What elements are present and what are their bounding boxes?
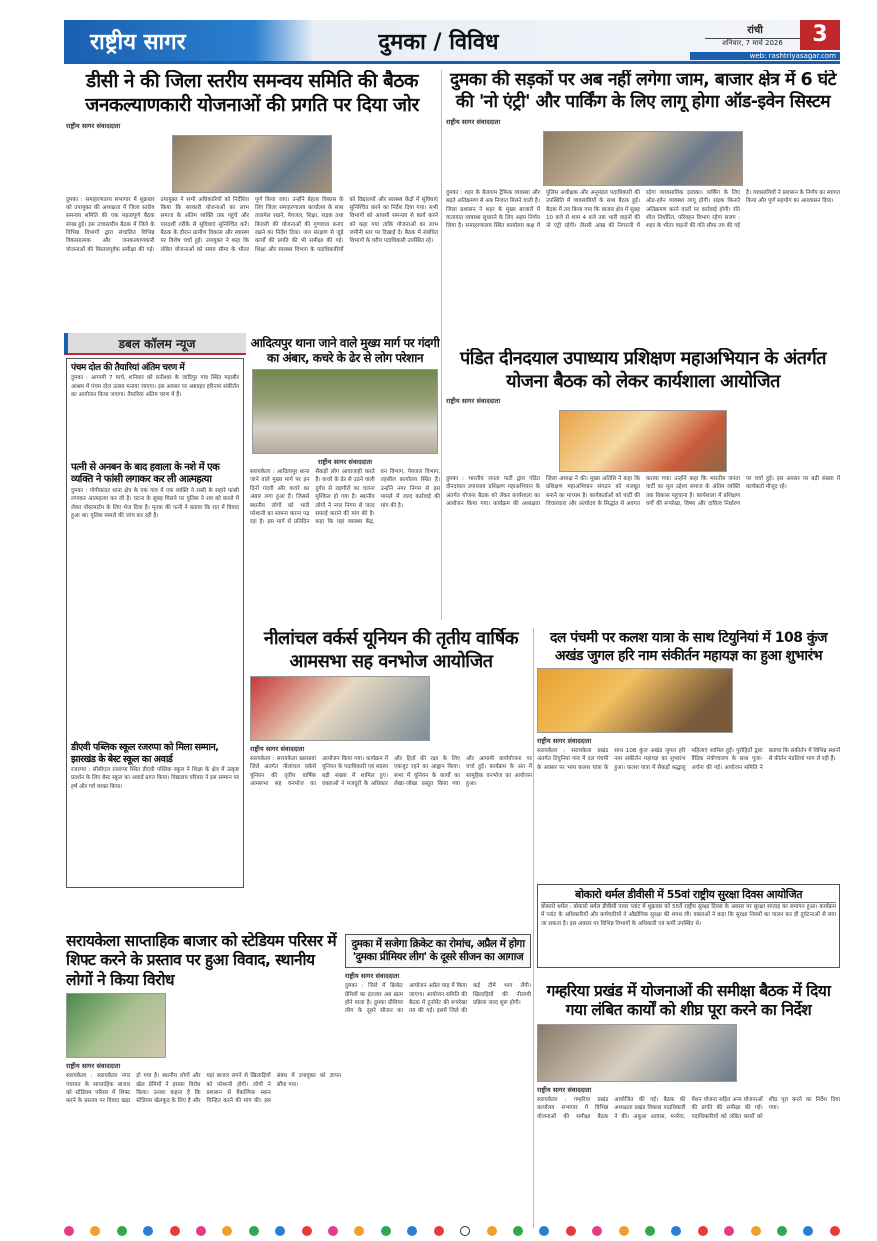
byline: राष्ट्रीय सागर संवाददाता (66, 1062, 121, 1071)
byline: राष्ट्रीय सागर संवाददाता (446, 117, 501, 126)
footer-dot (830, 1226, 840, 1236)
brief-headline: पंचम दोल की तैयारियां अंतिम चरण में (71, 363, 185, 373)
footer-dot (619, 1226, 629, 1236)
brief-headline: डीएवी पब्लिक स्कूल रजरप्पा को मिला सम्मान, झारखंड के बेस्ट स्कूल का अवार्ड (71, 742, 219, 765)
headline: पंडित दीनदयाल उपाध्याय प्रशिक्षण महाअभियान के अंतर्गत योजना बैठक को लेकर कार्यशाला आयोजित (460, 348, 826, 392)
footer-dot (671, 1226, 681, 1236)
headline: डीसी ने की जिला स्तरीय समन्वय समिति की बैठक जनकल्याणकारी योजनाओं की प्रगति पर दिया जोर (85, 70, 419, 116)
article-body: सरायकेला : गम्हरिया प्रखंड कार्यालय सभागार में विभिन्न योजनाओं की समीक्षा बैठक आयोजित की गई। बैठक की अध्यक्षता प्रखंड विकास पदाधिकारी ने की। अबुआ आवास, मनरेगा, पेंशन योजना सहित अन्य योजनाओं की प्रगति की समीक्षा की गई। पदाधिकारियों को लंबित कार्यों को शीघ्र पूरा करने का निर्देश दिया गया। (537, 1096, 840, 1120)
article (446, 70, 840, 340)
footer-dot (302, 1226, 312, 1236)
article-body: दुमका : समाहरणालय सभागार में शुक्रवार को उपायुक्त की अध्यक्षता में जिला स्तरीय समन्वय समिति की एक महत्वपूर्ण बैठक संपन्न हुई। इस उच्चस्तरीय बैठक में जिले के विभिन्न विभागों द्वारा संचालित विभिन्न विकासात्मक और जनकल्याणकारी योजनाओं की विस्तारपूर्वक समीक्षा की गई। उपायुक्त ने सभी अधिकारियों को निर्देशित किया कि सरकारी योजनाओं का लाभ समाज के अंतिम व्यक्ति तक पहुंचे और पारदर्शी तरीके से सुविधाएं सुनिश्चित करें। बैठक के दौरान ग्रामीण विकास और स्वास्थ्य पर विशेष चर्चा हुई। उपायुक्त ने कहा कि लंबित योजनाओं को समय सीमा के भीतर पूर्ण किया जाए। उन्होंने बेहतर विकास के लिए जिला समाहरणालय कार्यालय के साथ तालमेल रखने, पेयजल, शिक्षा, सड़क तथा बिजली की योजनाओं की गुणवत्ता बनाए रखने का निर्देश दिया। जल संरक्षण से जुड़े कार्यों की प्रगति की भी समीक्षा की गई। शिक्षा और स्वास्थ्य विभाग के पदाधिकारियों को विद्यालयों और स्वास्थ्य केंद्रों में सुविधाएं सुनिश्चित करने का निर्देश दिया गया। सभी विभागों को आपसी समन्वय से कार्य करने को कहा गया ताकि योजनाओं का लाभ जमीनी स्तर पर दिखाई दे। बैठक में संबंधित विभागों के वरीय पदाधिकारी उपस्थित रहे। (66, 196, 438, 253)
byline: राष्ट्रीय सागर संवाददाता (537, 1085, 592, 1094)
footer-dot (249, 1226, 259, 1236)
byline: राष्ट्रीय सागर संवाददाता (537, 737, 592, 745)
section-title: दुमका / विविध (378, 30, 499, 55)
byline: राष्ट्रीय सागर संवाददाता (446, 397, 501, 405)
newspaper-logo: राष्ट्रीय सागर (90, 30, 186, 55)
divider (533, 628, 534, 1228)
headline: बोकारो थर्मल डीवीसी में 55वां राष्ट्रीय सुरक्षा दिवस आयोजित (541, 888, 836, 903)
footer-dot (777, 1226, 787, 1236)
footer-dot (698, 1226, 708, 1236)
meeting-photo (172, 135, 332, 193)
footer-dot (196, 1226, 206, 1236)
footer-dot (170, 1226, 180, 1236)
footer-dot (117, 1226, 127, 1236)
garbage-photo (252, 369, 438, 454)
footer-dot (434, 1226, 444, 1236)
footer-dot (803, 1226, 813, 1236)
website-link[interactable]: web: rashtriyasagar.com (690, 52, 840, 60)
headline: नीलांचल वर्कर्स यूनियन की तृतीय वार्षिक आमसभा सह वनभोज आयोजित (263, 628, 519, 672)
article (537, 630, 840, 880)
footer-dot (90, 1226, 100, 1236)
article-body: सरायकेला : आदित्यपुर थाना जाने वाले मुख्य मार्ग पर इन दिनों गंदगी और कचरे का अंबार लगा हुआ है। जिससे स्थानीय लोगों को भारी परेशानी का सामना करना पड़ रहा है। इस मार्ग से प्रतिदिन सैकड़ों लोग आवाजाही करते हैं। कचरे के ढेर से उठने वाली दुर्गंध से राहगीरों का चलना मुश्किल हो गया है। स्थानीय लोगों ने नगर निगम से जल्द सफाई कराने की मांग की है। कहा कि यहां स्वास्थ्य केंद्र, वन विभाग, पेयजल विभाग, तहसील कार्यालय स्थित हैं। उन्होंने नगर निगम से इस मामले में जल्द कार्रवाई की मांग की है। (250, 469, 440, 526)
footer-dot (460, 1226, 470, 1236)
article (66, 932, 341, 1220)
article-body: दुमका : जिले में क्रिकेट प्रेमियों का इंतजार अब खत्म होने वाला है। दुमका प्रीमियर लीग के दूसरे सीजन का आयोजन अप्रैल माह में किया जाएगा। आयोजन समिति की बैठक में टूर्नामेंट की रूपरेखा तय की गई। इसमें जिले की कई टीमें भाग लेंगी। खिलाड़ियों की नीलामी प्रक्रिया जल्द शुरू होगी। (345, 983, 531, 1015)
footer-dot (64, 1226, 74, 1236)
headline: आदित्यपुर थाना जाने वाले मुख्य मार्ग पर गंदगी का अंबार, कचरे के ढेर से लोग परेशान (250, 336, 440, 365)
article-body: सरायकेला : सरायकेला प्रखंड अंतर्गत टियुनियां गांव में दल पंचमी के अवसर पर भव्य कलश यात्रा के साथ 108 कुंज अखंड जुगल हरि नाम संकीर्तन महायज्ञ का शुभारंभ हुआ। कलश यात्रा में सैकड़ों श्रद्धालु महिलाएं शामिल हुईं। पुरोहितों द्वारा वैदिक मंत्रोच्चारण के साथ पूजा-अर्चना की गई। आयोजन समिति ने बताया कि संकीर्तन में विभिन्न स्थानों से कीर्तन मंडलियां भाग ले रही हैं। (537, 748, 840, 771)
footer-dot (724, 1226, 734, 1236)
footer-dot (354, 1226, 364, 1236)
byline: राष्ट्रीय सागर संवाददाता (317, 458, 373, 466)
byline: राष्ट्रीय सागर संवाददाता (345, 972, 400, 981)
headline: दुमका में सजेगा क्रिकेट का रोमांच, अप्रैल में होगा 'दुमका प्रीमियर लीग' के दूसरे सीजन का आगाज (351, 938, 525, 964)
headline: दल पंचमी पर कलश यात्रा के साथ टियुनियां में 108 कुंज अखंड जुगल हरि नाम संकीर्तन महायज्ञ का हुआ शुभारंभ (549, 630, 827, 664)
article (66, 70, 438, 325)
double-column-box (66, 358, 244, 888)
headline: सरायकेला साप्ताहिक बाजार को स्टेडियम परिसर में शिफ्ट करने के प्रस्ताव पर हुआ विवाद, स्थानीय लोगों ने किया विरोध (66, 932, 337, 989)
footer-dot (328, 1226, 338, 1236)
brief-body: दुमका : आगामी 7 मार्च, शनिवार को रानीश्वर के जादिपुर गांव स्थित महाबीर आश्रम में पंचम दोल उत्सव मनाया जाएगा। इस अवसर पर अष्टप्रहर हरिनाम संकीर्तन का आयोजन किया जाएगा। तैयारियां अंतिम चरण में हैं। (71, 375, 239, 399)
headline: गम्हरिया प्रखंड में योजनाओं की समीक्षा बैठक में दिया गया लंबित कार्यों को शीघ्र पूरा करने का निर्देश (546, 982, 831, 1020)
article-body: बोकारो थर्मल : बोकारो थर्मल डीवीसी पावर प्लांट में शुक्रवार को 55वें राष्ट्रीय सुरक्षा दिवस के अवसर पर सुरक्षा सप्ताह का समापन हुआ। कार्यक्रम में प्लांट के अधिकारियों और कर्मचारियों ने औद्योगिक सुरक्षा की शपथ ली। वक्ताओं ने कहा कि सुरक्षा नियमों का पालन कर ही दुर्घटनाओं से बचा जा सकता है। इस अवसर पर विभिन्न विभागों के अधिकारी एवं कर्मी उपस्थित थे। (541, 903, 836, 927)
article (446, 348, 840, 620)
footer-dot (751, 1226, 761, 1236)
edition-date: शनिवार, 7 मार्च 2026 (705, 38, 800, 48)
footer-dot (143, 1226, 153, 1236)
footer-dot (566, 1226, 576, 1236)
footer-dot (513, 1226, 523, 1236)
meeting-photo (543, 131, 743, 186)
kalash-yatra-photo (537, 668, 733, 733)
footer-dot (487, 1226, 497, 1236)
article (537, 982, 840, 1220)
article-body: दुमका : शहर के बेलगाम ट्रैफिक व्यवस्था और बढ़ते अतिक्रमण से अब निजात मिलने वाली है। जिला प्रशासन ने शहर के मुख्य बाजारों में यातायात व्यवस्था सुधारने के लिए अहम निर्णय लिया है। समाहरणालय स्थित कार्यालय कक्ष में पुलिस अधीक्षक और अनुमंडल पदाधिकारी की उपस्थिति में व्यवसायियों के साथ बैठक हुई। बैठक में तय किया गया कि बाजार क्षेत्र में सुबह 10 बजे से शाम 4 बजे तक भारी वाहनों की नो एंट्री रहेगी। तीसरी आंख की निगरानी में रहेगा व्यावसायिक इलाका। पार्किंग के लिए ऑड-इवेन व्यवस्था लागू होगी। सड़क किनारे अतिक्रमण करने वालों पर कार्रवाई होगी। रति शील निर्धारित, परिवहन विभाग रहेगा सजग : शहर के भीतर वाहनों की गति सीमा तय की गई है। व्यवसायियों ने प्रशासन के निर्णय का स्वागत किया और पूर्ण सहयोग का आश्वासन दिया। (446, 189, 840, 230)
footer-dot (222, 1226, 232, 1236)
footer-dot (539, 1226, 549, 1236)
brief-headline: पत्नी से अनबन के बाद हवाला के नशे में एक व्यक्ति ने फांसी लगाकर कर ली आत्महत्या (71, 461, 220, 486)
divider (441, 70, 442, 620)
brief-body: रजरप्पा : सीसीएल रजरप्पा स्थित डीएवी पब्लिक स्कूल ने शिक्षा के क्षेत्र में उत्कृष्ट प्रदर्शन के लिए बेस्ट स्कूल का अवार्ड प्राप्त किया। विद्यालय परिवार ने इस सम्मान पर हर्ष और गर्व व्यक्त किया। (71, 766, 239, 790)
article (345, 934, 531, 1220)
page-number: 3 (800, 20, 840, 50)
workshop-photo (559, 410, 727, 472)
bokaro-box (537, 884, 840, 968)
byline: राष्ट्रीय सागर संवाददाता (66, 121, 121, 130)
article-body: सरायकेला : सरायकेला नगर पंचायत के साप्ताहिक बाजार को स्टेडियम परिसर में शिफ्ट करने के प्रस्ताव पर विवाद खड़ा हो गया है। स्थानीय लोगों और खेल प्रेमियों ने इसका विरोध किया। उनका कहना है कि स्टेडियम खेलकूद के लिए है और यहां बाजार लगने से खिलाड़ियों को परेशानी होगी। लोगों ने प्रशासन से वैकल्पिक स्थान चिन्हित करने की मांग की। इस संबंध में उपायुक्त को ज्ञापन सौंपा गया। (66, 1073, 341, 1105)
edition-city: रांची (747, 25, 763, 36)
article (250, 336, 440, 620)
double-column-title: डबल कॉलम न्यूज (64, 333, 246, 355)
stadium-photo (66, 993, 166, 1058)
brief-body: दुमका : गोपीकांदर थाना क्षेत्र के एक गांव में एक व्यक्ति ने रस्सी के सहारे फांसी लगाकर आत्महत्या कर ली है। घटना के सुबह मिलने पर पुलिस ने शव को कब्जे में लेकर पोस्टमार्टम के लिए भेज दिया है। मृतक की पत्नी ने बताया कि रात में विवाद हुआ था। पुलिस मामले की जांच कर रही है। (71, 487, 239, 520)
cricket-headline-box (345, 934, 531, 968)
headline: दुमका की सड़कों पर अब नहीं लगेगा जाम, बाजार क्षेत्र में 6 घंटे की 'नो एंट्री' और पार्किंग के लिए लागू होगा ऑड-इवेन सिस्टम (450, 70, 836, 112)
footer-dot (381, 1226, 391, 1236)
footer-decoration (64, 1225, 840, 1237)
footer-dot (592, 1226, 602, 1236)
union-photo (250, 676, 430, 741)
article-body: सरायकेला : सरायकेला खरसावां जिले अंतर्गत नीलांचल वर्कर्स यूनियन की तृतीय वार्षिक आमसभा सह वनभोज का आयोजन किया गया। कार्यक्रम में यूनियन के पदाधिकारी एवं सदस्य बड़ी संख्या में शामिल हुए। वक्ताओं ने मजदूरों के अधिकार और हितों की रक्षा के लिए एकजुट रहने का आह्वान किया। सभा में यूनियन के कार्यों का लेखा-जोखा प्रस्तुत किया गया और आगामी कार्ययोजना पर चर्चा हुई। कार्यक्रम के अंत में सामूहिक वनभोज का आयोजन हुआ। (250, 756, 532, 788)
byline: राष्ट्रीय सागर संवाददाता (250, 745, 305, 753)
footer-dot (645, 1226, 655, 1236)
review-meeting-photo (537, 1024, 737, 1082)
footer-dot (275, 1226, 285, 1236)
article-body: दुमका : भारतीय जनता पार्टी द्वारा पंडित दीनदयाल उपाध्याय प्रशिक्षण महाअभियान के अंतर्गत योजना बैठक को लेकर कार्यशाला का आयोजन किया गया। कार्यक्रम की अध्यक्षता जिला अध्यक्ष ने की। मुख्य अतिथि ने कहा कि प्रशिक्षण महाअभियान संगठन को मजबूत बनाने का माध्यम है। कार्यकर्ताओं को पार्टी की विचारधारा और अंत्योदय के सिद्धांत से अवगत कराया गया। उन्होंने कहा कि भारतीय जनता पार्टी का मूल उद्देश्य समाज के अंतिम व्यक्ति तक विकास पहुंचाना है। कार्यशाला में प्रशिक्षण वर्गों की रूपरेखा, विषय और दायित्व निर्धारण पर चर्चा हुई। इस अवसर पर बड़ी संख्या में कार्यकर्ता मौजूद रहे। (446, 476, 840, 508)
article (250, 628, 532, 887)
footer-dot (407, 1226, 417, 1236)
